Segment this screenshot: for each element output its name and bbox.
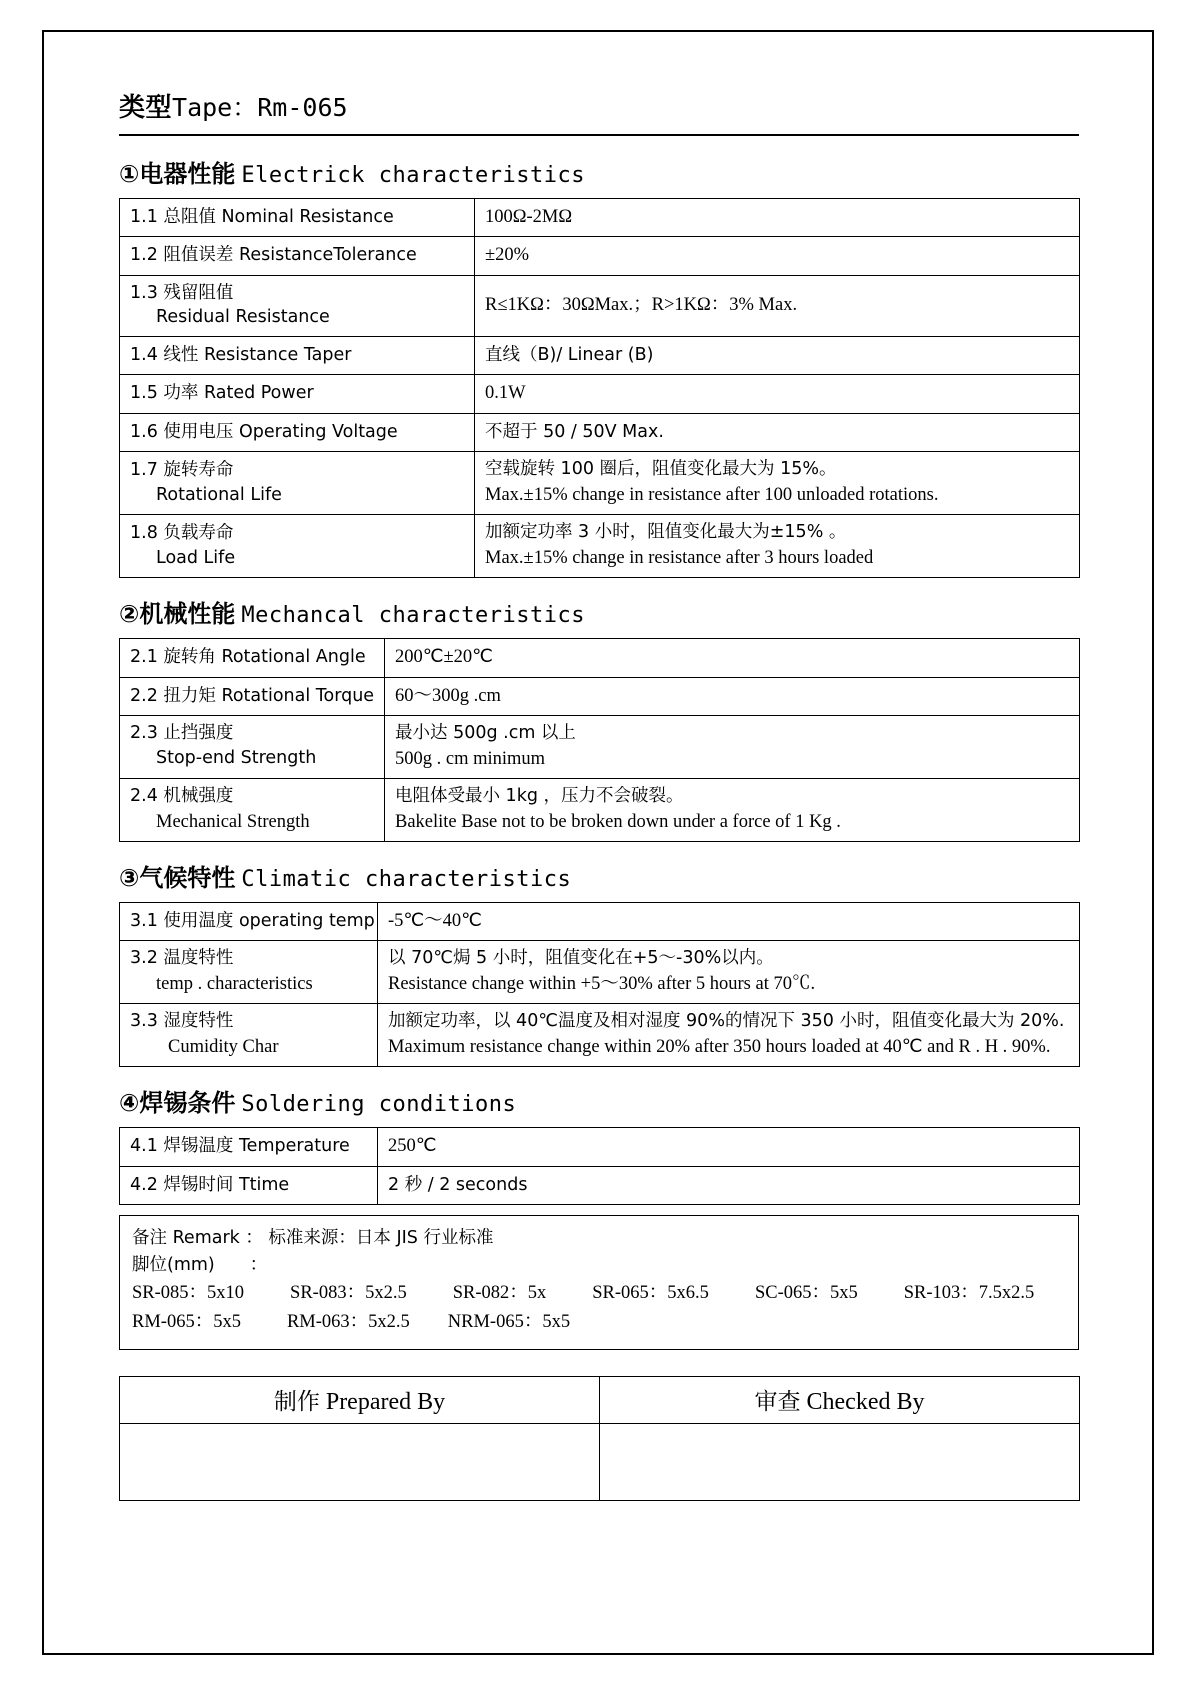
table-row [120,941,1080,1004]
row-label-line1: 1.2 阻值误差 ResistanceTolerance [130,245,417,266]
row-value [475,275,1080,337]
row-value-line1: -5℃～40℃ [388,910,482,931]
table-row [120,1128,1080,1166]
row-value [378,1166,1080,1204]
row-label [120,237,475,275]
pin-item: SR-103：7.5x2.5 [903,1283,1035,1304]
section-heading-3 [119,858,1079,893]
remark-line-1: 备注 Remark ： 标准来源：日本 JIS 行业标准 [132,1228,494,1248]
row-label-line2: Residual Resistance [156,307,330,328]
pin-item: SR-085：5x10 [132,1283,245,1304]
row-value [385,715,1080,778]
title-divider [119,134,1079,136]
row-label-line1: 3.1 使用温度 operating temp [130,910,375,931]
row-value-line2: Max.±15% change in resistance after 100 unloaded rotations. [485,484,939,505]
table-row [120,237,1080,275]
row-label-line1: 3.2 温度特性 [130,948,234,969]
row-label [120,677,385,715]
prepared-by-header [120,1376,600,1423]
table-row [120,375,1080,413]
row-value [385,677,1080,715]
row-label [120,941,378,1004]
row-value-line1: 电阻体受最小 1kg ，压力不会破裂。 [395,785,684,806]
prepared-by-signature-area[interactable] [120,1423,600,1500]
row-label-line2: Stop-end Strength [156,748,317,769]
row-value [475,337,1080,375]
table-row [120,677,1080,715]
row-label-line2: temp . characteristics [156,974,313,995]
row-value-line1: 加额定功率 3 小时，阻值变化最大为±15% 。 [485,522,847,543]
row-value-line1: ±20% [485,245,530,266]
row-value [378,1128,1080,1166]
remark-line-2: 脚位(mm) ： [132,1255,268,1276]
signature-table [119,1376,1080,1501]
pin-item: SR-083：5x2.5 [290,1283,407,1304]
table-row [120,199,1080,237]
section-4-number: ④ [119,1089,140,1118]
row-label-line1: 4.1 焊锡温度 Temperature [130,1136,350,1157]
row-value-line2: Bakelite Base not to be broken down under a force of 1 Kg . [395,811,841,832]
row-label-line2: Mechanical Strength [156,811,310,832]
checked-by-header [600,1376,1080,1423]
page-title-label: Tape： [172,93,258,122]
row-label [120,452,475,515]
row-label [120,715,385,778]
row-label [120,375,475,413]
row-value-line1: 60～300g .cm [395,685,501,706]
table-row [120,715,1080,778]
row-value [378,1004,1080,1067]
remark-pin-row-2 [132,1308,1066,1337]
pin-item: SR-065：5x6.5 [592,1283,709,1304]
table-electrick-characteristics [119,198,1080,578]
section-3-number: ③ [119,863,140,892]
row-label-line1: 1.5 功率 Rated Power [130,383,314,404]
pin-item: RM-065：5x5 [132,1311,241,1332]
row-value [475,199,1080,237]
prepared-by-en: Prepared By [325,1389,446,1416]
checked-by-signature-area[interactable] [600,1423,1080,1500]
section-4-cn: 焊锡条件 [139,1089,236,1118]
row-label [120,778,385,841]
row-label-line1: 2.3 止挡强度 [130,723,234,744]
row-value-line1: 空载旋转 100 圈后，阻值变化最大为 15%。 [485,459,837,480]
row-label [120,902,378,940]
document-page-frame [42,30,1154,1655]
signature-header-row [120,1376,1080,1423]
row-value-line1: 100Ω-2MΩ [485,207,573,227]
row-value [475,413,1080,451]
row-label-line2: Rotational Life [156,484,282,505]
table-row [120,902,1080,940]
row-label-line1: 3.3 湿度特性 [130,1011,234,1032]
row-label [120,413,475,451]
row-value [475,515,1080,578]
row-value-line1: 2 秒 / 2 seconds [388,1174,528,1195]
row-label [120,337,475,375]
row-label-line2: Load Life [156,547,236,568]
section-heading-1 [119,154,1079,189]
table-row [120,275,1080,337]
table-row [120,515,1080,578]
table-row [120,778,1080,841]
table-row [120,413,1080,451]
table-mechanical-characteristics [119,638,1080,842]
row-value-line1: 250℃ [388,1136,437,1157]
row-label-line1: 2.4 机械强度 [130,785,234,806]
page-title [119,87,1079,134]
row-value-line1: 最小达 500g .cm 以上 [395,722,576,743]
row-label-line1: 2.2 扭力矩 Rotational Torque [130,685,375,706]
row-value [475,237,1080,275]
row-value-line2: 500g . cm minimum [395,748,546,769]
row-label [120,1004,378,1067]
row-value-line1: 直线（B)/ Linear (B) [485,345,654,366]
remark-pin-row-1 [132,1279,1066,1308]
row-value [475,375,1080,413]
row-label-line1: 1.4 线性 Resistance Taper [130,345,352,366]
row-value-line2: Resistance change within +5～30% after 5 hours at 70℃. [388,974,816,995]
table-row [120,1004,1080,1067]
table-row [120,452,1080,515]
signature-blank-row [120,1423,1080,1500]
row-value [378,902,1080,940]
document-body [119,87,1079,1501]
row-label [120,515,475,578]
pin-item: NRM-065：5x5 [447,1311,571,1332]
pin-item: SR-082：5x [452,1283,547,1304]
remark-box [119,1215,1079,1350]
checked-by-cn: 审查 [754,1389,801,1416]
row-label-line1: 4.2 焊锡时间 Ttime [130,1174,290,1195]
checked-by-en: Checked By [806,1389,925,1416]
section-2-en: Mechancal characteristics [241,603,585,629]
row-label-line1: 2.1 旋转角 Rotational Angle [130,647,366,668]
pin-item: SC-065：5x5 [754,1283,858,1304]
row-value-line1: 200℃±20℃ [395,647,493,668]
section-4-en: Soldering conditions [241,1092,517,1118]
row-label [120,275,475,337]
row-label [120,639,385,677]
table-row [120,337,1080,375]
row-value-line1: 加额定功率，以 40℃温度及相对湿度 90%的情况下 350 小时，阻值变化最大为 20%. [388,1011,1065,1032]
table-soldering-conditions [119,1127,1080,1205]
row-label-line2: Cumidity Char [168,1037,279,1058]
section-3-cn: 气候特性 [139,863,236,892]
section-1-number: ① [119,160,140,188]
row-label-line1: 1.8 负载寿命 [130,522,234,543]
table-row [120,1166,1080,1204]
row-label-line1: 1.1 总阻值 Nominal Resistance [130,207,394,227]
row-label-line1: 1.6 使用电压 Operating Voltage [130,421,398,442]
prepared-by-cn: 制作 [273,1389,320,1416]
section-1-en: Electrick characteristics [241,163,585,188]
row-value [378,941,1080,1004]
page-title-value: Rm-065 [257,93,348,122]
pin-item: RM-063：5x2.5 [286,1311,410,1332]
row-value-line1: R≤1KΩ：30ΩMax.；R>1KΩ：3% Max. [485,295,798,316]
row-value-line1: 不超于 50 / 50V Max. [485,421,664,442]
row-value-line2: Max.±15% change in resistance after 3 hours loaded [485,547,874,568]
section-2-number: ② [119,600,140,629]
row-label [120,1128,378,1166]
row-value [385,778,1080,841]
section-heading-4 [119,1083,1079,1118]
row-label-line1: 1.7 旋转寿命 [130,459,234,480]
row-label-line1: 1.3 残留阻值 [130,282,234,303]
table-climatic-characteristics [119,902,1080,1067]
section-1-cn: 电器性能 [139,160,236,188]
row-label [120,199,475,237]
row-value [385,639,1080,677]
table-row [120,639,1080,677]
section-heading-2 [119,594,1079,629]
row-value-line2: Maximum resistance change within 20% after 350 hours loaded at 40℃ and R . H . 90%. [388,1037,1051,1058]
page-title-cn: 类型 [119,93,173,123]
row-value [475,452,1080,515]
row-value-line1: 以 70℃焗 5 小时，阻值变化在+5～-30%以内。 [388,948,774,969]
section-2-cn: 机械性能 [139,600,236,629]
section-3-en: Climatic characteristics [241,866,572,892]
row-label [120,1166,378,1204]
row-value-line1: 0.1W [485,383,526,404]
